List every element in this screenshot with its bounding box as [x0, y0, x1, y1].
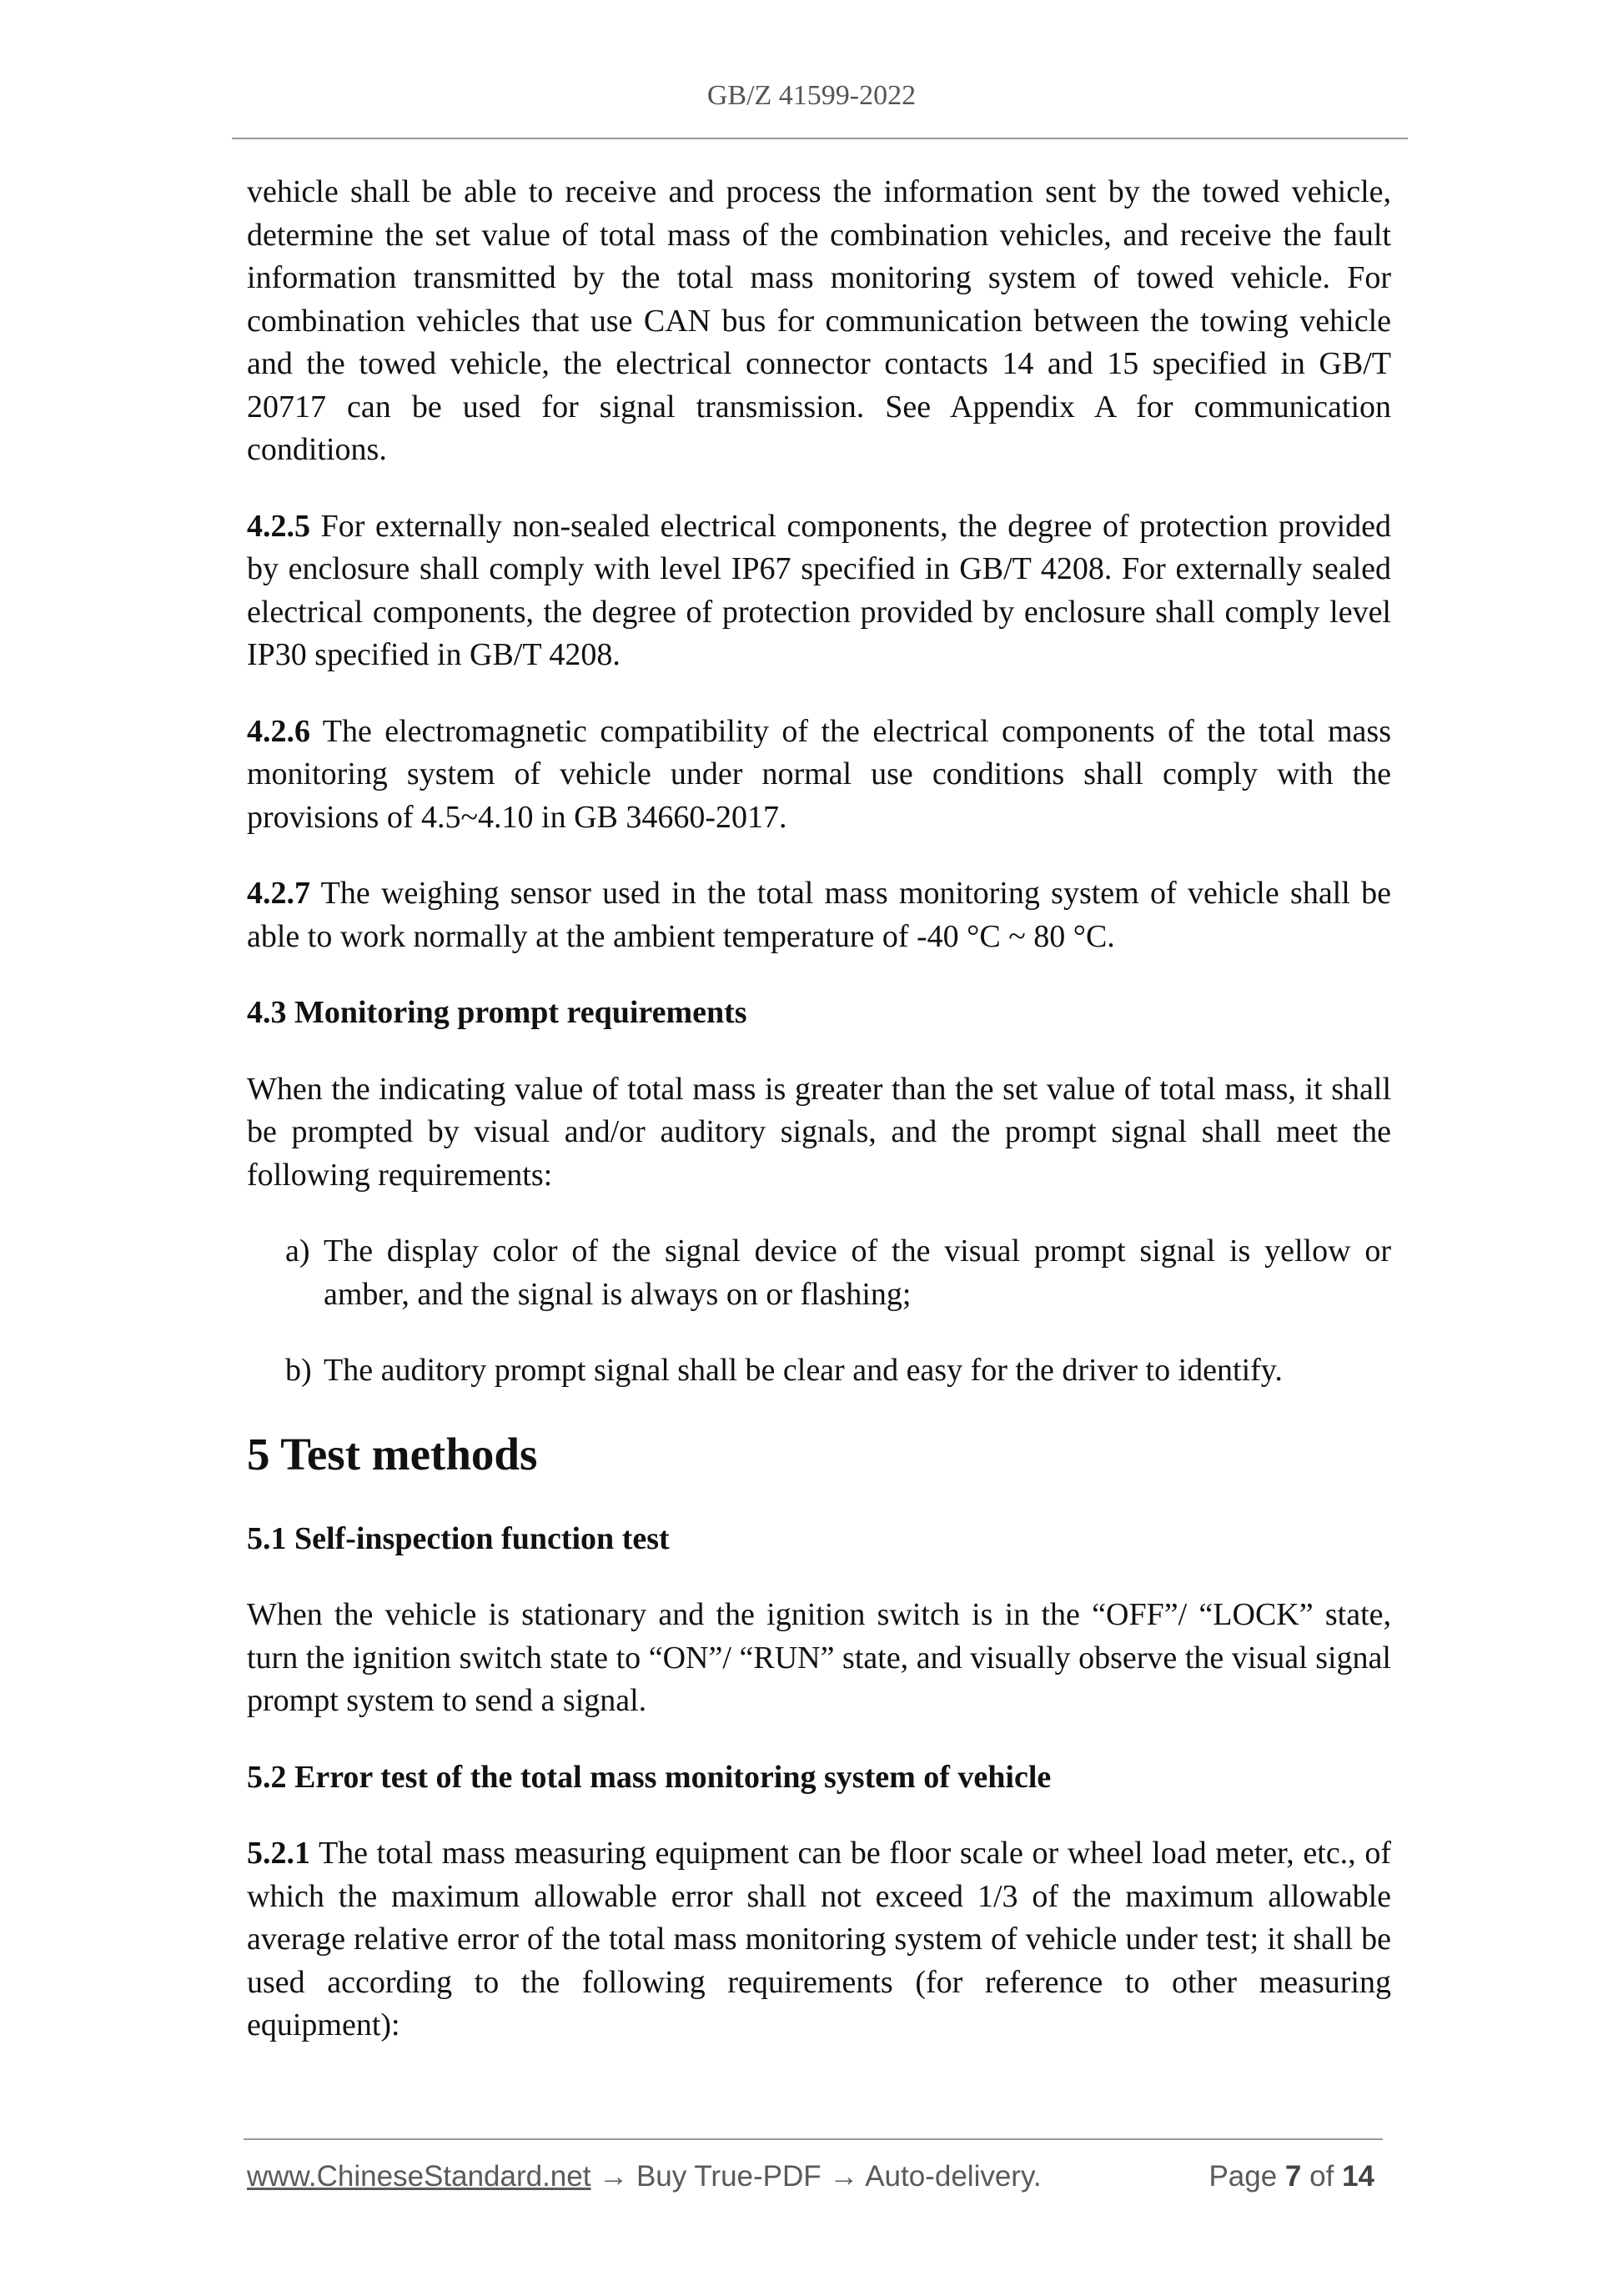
total-page-number: 14	[1342, 2160, 1374, 2193]
paragraph-5-1: When the vehicle is stationary and the ignition switch is in the “OFF”/ “LOCK” state, turn the ignition switch state to “ON”/ “RUN” state, and visually observe the visual signal prompt system to send a signal.	[247, 1597, 1391, 1718]
clause-text: The weighing sensor used in the total mass monitoring system of vehicle shall be able to work normally at the ambient temperature of -40 °C ~ 80 °C.	[247, 876, 1391, 954]
document-body	[247, 171, 1391, 2081]
continued-paragraph: vehicle shall be able to receive and process the information sent by the towed vehicle, determine the set value of total mass of the combination vehicles, and receive the fault information transmitted by the total mass monitoring system of towed vehicle. For combination vehicles that use CAN bus for communication between the towing vehicle and the towed vehicle, the electrical connector contacts 14 and 15 specified in GB/T 20717 can be used for signal transmission. See Appendix A for communication conditions.	[247, 174, 1391, 467]
list-item-text: The display color of the signal device of the visual prompt signal is yellow or amber, and the signal is always on or flashing;	[324, 1233, 1391, 1312]
footer-promo	[247, 2160, 1042, 2193]
list-item-text: The auditory prompt signal shall be clear and easy for the driver to identify.	[324, 1353, 1283, 1388]
document-header-title: GB/Z 41599-2022	[706, 80, 917, 111]
heading-5-1: 5.1 Self-inspection function test	[247, 1520, 670, 1556]
page-footer	[247, 2160, 1383, 2202]
arrow-right-icon: →	[829, 2160, 859, 2193]
clause-5-2-1	[247, 1832, 1391, 2047]
buy-text: Buy True-PDF	[636, 2160, 822, 2193]
clause-4-2-7	[247, 872, 1391, 958]
list-marker: b)	[285, 1353, 312, 1388]
footer-divider	[244, 2138, 1383, 2140]
delivery-text: Auto-delivery.	[865, 2160, 1042, 2193]
page-label: Page	[1208, 2160, 1278, 2193]
clause-text: The electromagnetic compatibility of the electrical components of the total mass monitoring system of vehicle under normal use conditions shall comply with the provisions of 4.5~4.10 in GB 34660-2017.	[247, 713, 1391, 835]
list-item-b	[247, 1349, 1391, 1393]
clause-text: For externally non-sealed electrical components, the degree of protection provided by enclosure shall comply with level IP67 specified in GB/T 4208. For externally sealed electrical components, the degree of protection provided by enclosure shall comply level IP30 specified in GB/T 4208.	[247, 508, 1391, 672]
clause-4-2-6	[247, 711, 1391, 840]
list-item-a	[247, 1230, 1391, 1316]
clause-number: 5.2.1	[247, 1836, 310, 1871]
header-divider	[232, 138, 1408, 139]
clause-number: 4.2.7	[247, 876, 310, 911]
website-link[interactable]: www.ChineseStandard.net	[247, 2160, 591, 2193]
clause-number: 4.2.5	[247, 508, 310, 544]
heading-4-3: 4.3 Monitoring prompt requirements	[247, 995, 747, 1030]
current-page-number: 7	[1284, 2160, 1302, 2193]
heading-5-2: 5.2 Error test of the total mass monitoring system of vehicle	[247, 1759, 1052, 1795]
paragraph-4-3: When the indicating value of total mass is greater than the set value of total mass, it shall be prompted by visual and/or auditory signals, and the prompt signal shall meet the following requirements:	[247, 1071, 1391, 1193]
of-label: of	[1309, 2160, 1334, 2193]
page-counter	[1208, 2160, 1374, 2193]
heading-section-5: 5 Test methods	[247, 1428, 538, 1480]
arrow-right-icon: →	[599, 2160, 629, 2193]
clause-4-2-5	[247, 505, 1391, 677]
clause-number: 4.2.6	[247, 713, 310, 749]
clause-text: The total mass measuring equipment can be floor scale or wheel load meter, etc., of which the maximum allowable error shall not exceed 1/3 of the maximum allowable average relative error of the total mass monitoring system of vehicle under test; it shall be used according to the following requirements (for reference to other measuring equipment):	[247, 1836, 1391, 2042]
list-marker: a)	[285, 1233, 310, 1269]
